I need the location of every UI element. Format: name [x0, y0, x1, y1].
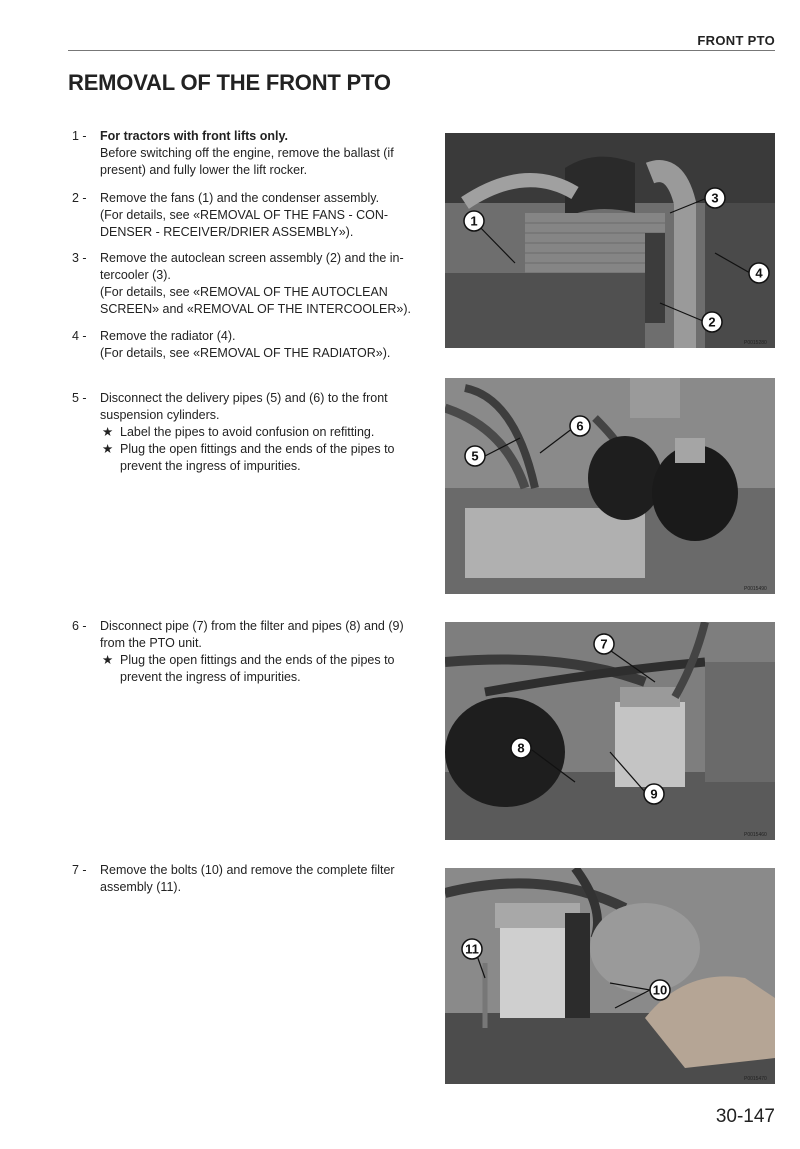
step-3 — [72, 250, 417, 318]
note-line: Plug the open fittings and the ends of the pipes to — [120, 442, 395, 456]
step-1 — [72, 128, 417, 179]
note — [100, 652, 417, 686]
step-line: Remove the autoclean screen assembly (2) and the in- — [100, 251, 404, 265]
front-frame — [445, 273, 645, 348]
photo-filter-bolts — [445, 868, 775, 1084]
step-line: suspension cylinders. — [100, 408, 220, 422]
header-rule — [68, 50, 775, 51]
callout-label: 2 — [708, 314, 716, 330]
valve-block — [630, 378, 680, 418]
step-number: 4 - — [72, 329, 87, 343]
step-line: (For details, see «REMOVAL OF THE FANS - CON- — [100, 208, 389, 222]
step-line: SCREEN» and «REMOVAL OF THE INTERCOOLER»). — [100, 302, 411, 316]
accumulator — [445, 697, 565, 807]
photo-code: P0015460 — [744, 832, 767, 838]
photo-filter-illustration — [445, 622, 775, 840]
step-line: Remove the radiator (4). — [100, 329, 236, 343]
accumulator — [588, 436, 662, 520]
pto-unit — [705, 662, 775, 782]
photo-code: P0015470 — [744, 1076, 767, 1082]
photo-suspension-illustration — [445, 378, 775, 594]
callout-label: 10 — [652, 982, 668, 998]
note-line: Plug the open fittings and the ends of the pipes to — [120, 653, 395, 667]
step-number: 3 - — [72, 251, 87, 265]
step-number: 6 - — [72, 619, 87, 633]
callout-label: 6 — [576, 418, 584, 434]
step-line: Remove the fans (1) and the condenser assembly. — [100, 191, 380, 205]
step-line: DENSER - RECEIVER/DRIER ASSEMBLY»). — [100, 225, 354, 239]
step-6 — [72, 618, 417, 686]
step-line: Disconnect pipe (7) from the filter and pipes (8) and (9) — [100, 619, 404, 633]
callout-label: 5 — [471, 448, 479, 464]
page-number: 30-147 — [715, 1106, 775, 1127]
section-label: FRONT PTO — [697, 33, 775, 48]
step-line: (For details, see «REMOVAL OF THE AUTOCLEAN — [100, 285, 388, 299]
photo-radiator-illustration — [445, 133, 775, 348]
step-number: 1 - — [72, 129, 87, 143]
step-line: present) and fully lower the lift rocker. — [100, 163, 308, 177]
photo-radiator-assembly — [445, 133, 775, 348]
photo-suspension-pipes — [445, 378, 775, 594]
callout-label: 4 — [755, 265, 763, 281]
photo-bolts-illustration — [445, 868, 775, 1084]
step-5 — [72, 390, 417, 475]
step-line: Disconnect the delivery pipes (5) and (6) to the front — [100, 391, 388, 405]
step-7 — [72, 862, 417, 896]
callout-label: 9 — [650, 786, 658, 802]
step-line: (For details, see «REMOVAL OF THE RADIATOR»). — [100, 346, 391, 360]
callout-label: 7 — [600, 636, 608, 652]
step-number: 2 - — [72, 191, 87, 205]
filter-head — [620, 687, 680, 707]
photo-filter-pipes — [445, 622, 775, 840]
star-icon: ★ — [102, 425, 114, 439]
note — [100, 441, 417, 475]
photo-code: P0015490 — [744, 586, 767, 592]
filter-canister — [500, 918, 575, 1018]
filter-canister — [615, 702, 685, 787]
step-line: assembly (11). — [100, 880, 182, 894]
callout-label: 1 — [470, 213, 478, 229]
photo-code: P0015280 — [744, 340, 767, 346]
step-heading: For tractors with front lifts only. — [100, 129, 288, 143]
page-title: REMOVAL OF THE FRONT PTO — [68, 70, 391, 95]
pto-housing — [590, 903, 700, 993]
step-number: 5 - — [72, 391, 87, 405]
step-number: 7 - — [72, 863, 87, 877]
note-line: prevent the ingress of impurities. — [120, 459, 301, 473]
star-icon: ★ — [102, 442, 114, 456]
step-4 — [72, 328, 417, 362]
star-icon: ★ — [102, 653, 114, 667]
note-line: Label the pipes to avoid confusion on refitting. — [120, 425, 375, 439]
callout-label: 8 — [517, 740, 525, 756]
step-line: tercooler (3). — [100, 268, 171, 282]
step-2 — [72, 190, 417, 241]
filter-bracket — [565, 913, 590, 1018]
callout-label: 11 — [465, 941, 479, 957]
note-line: prevent the ingress of impurities. — [120, 670, 301, 684]
note — [100, 424, 417, 441]
step-line: from the PTO unit. — [100, 636, 202, 650]
screen-frame — [645, 233, 665, 323]
step-line: Before switching off the engine, remove the ballast (if — [100, 146, 394, 160]
callout-label: 3 — [711, 190, 719, 206]
fitting — [675, 438, 705, 463]
step-line: Remove the bolts (10) and remove the complete filter — [100, 863, 395, 877]
